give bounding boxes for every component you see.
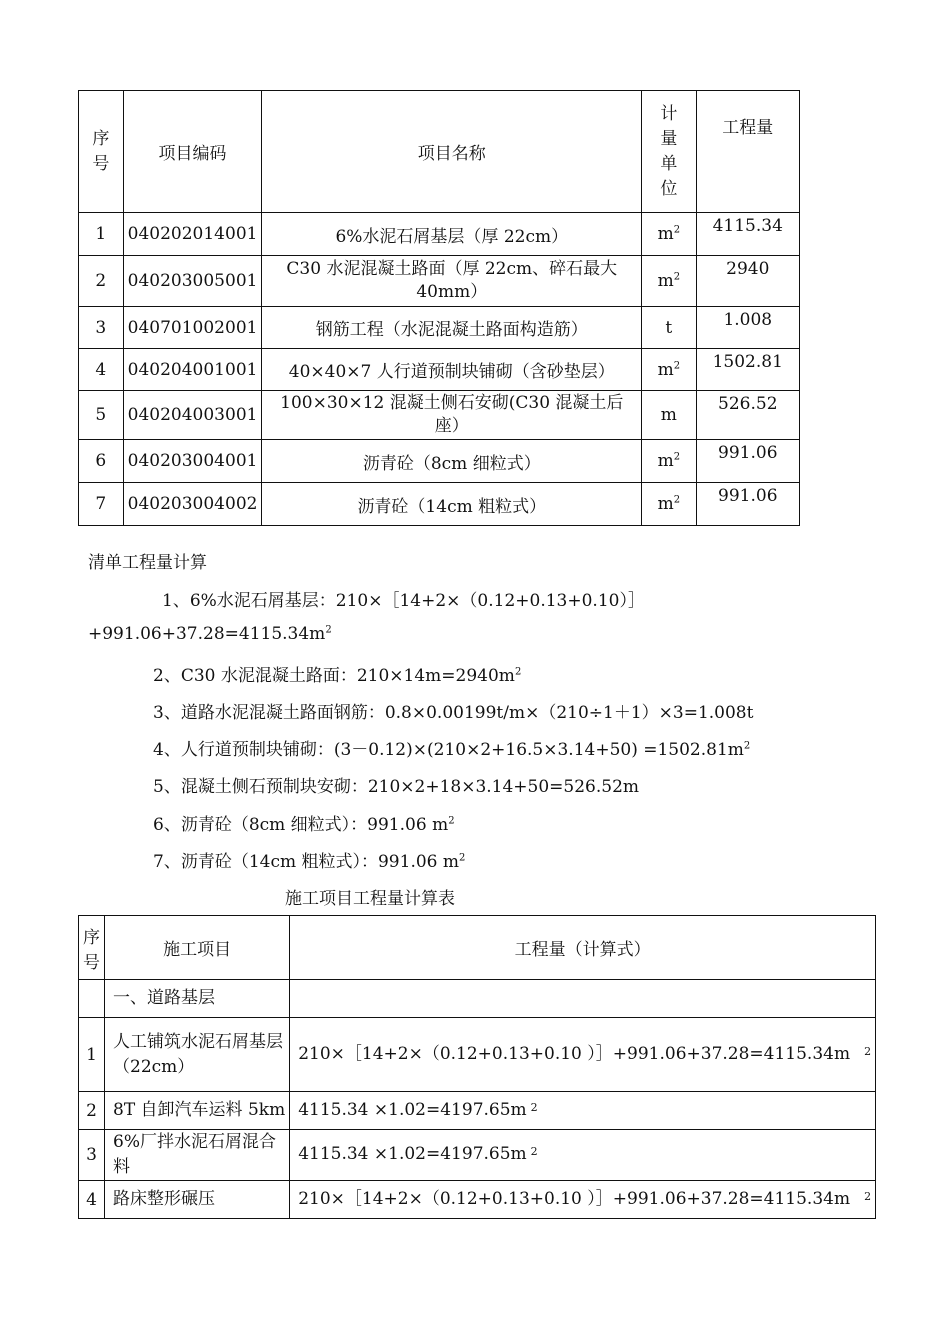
row-qty: 2940 bbox=[696, 256, 799, 307]
row-item: 路床整形碾压 bbox=[105, 1181, 290, 1219]
row-seq: 2 bbox=[79, 1092, 105, 1130]
row-unit: $m^2$ bbox=[642, 349, 696, 391]
row-qty: 1.008 bbox=[696, 307, 799, 349]
row-unit: $m^2$ bbox=[642, 213, 696, 256]
row-seq: 2 bbox=[79, 256, 124, 307]
row-code: 040204001001 bbox=[123, 349, 262, 391]
row-unit: m bbox=[642, 391, 696, 440]
row-qty: 4115.34 bbox=[696, 213, 799, 256]
table-row bbox=[79, 1092, 876, 1130]
row-seq: 5 bbox=[79, 391, 124, 440]
table-row bbox=[79, 256, 800, 307]
table-row bbox=[79, 391, 800, 440]
calc-line-7: 7、沥青砼（14cm 粗粒式）：991.06 $m^2$ bbox=[153, 852, 466, 872]
row-unit: $m^2$ bbox=[642, 483, 696, 526]
bill-of-quantities-table bbox=[78, 90, 800, 526]
row-code: 040204003001 bbox=[123, 391, 262, 440]
table-row bbox=[79, 307, 800, 349]
calc-line-6: 6、沥青砼（8cm 细粒式）：991.06 $m^2$ bbox=[153, 815, 455, 835]
row-name: 钢筋工程（水泥混凝土路面构造筋） bbox=[262, 307, 642, 349]
section-formula bbox=[290, 980, 876, 1018]
row-name: C30 水泥混凝土路面（厚 22cm、碎石最大 40mm） bbox=[262, 256, 642, 307]
row-qty: 1502.81 bbox=[696, 349, 799, 391]
row-name: 6%水泥石屑基层（厚 22cm） bbox=[262, 213, 642, 256]
section-row bbox=[79, 980, 876, 1018]
row-seq: 6 bbox=[79, 440, 124, 483]
row-seq: 1 bbox=[79, 1018, 105, 1092]
row-name: 沥青砼（8cm 细粒式） bbox=[262, 440, 642, 483]
row-code: 040701002001 bbox=[123, 307, 262, 349]
row-code: 040203004002 bbox=[123, 483, 262, 526]
construction-quantity-table bbox=[78, 915, 876, 1219]
row-formula: 4115.34 ×1.02=4197.65m $^2$ bbox=[290, 1092, 876, 1130]
calc-line-4: 4、人行道预制块铺砌：$(3-0.12)\times(210\times 2+16.5\times 3.14+50) =1502.81m^2$ bbox=[153, 740, 751, 760]
row-item: 6%厂拌水泥石屑混合料 bbox=[105, 1130, 290, 1181]
header-seq: 序号 bbox=[79, 91, 124, 213]
section-seq bbox=[79, 980, 105, 1018]
calc-line-1b: $+991.06+37.28=4115.34m^2$ bbox=[88, 624, 332, 644]
header-qty: 工程量 bbox=[696, 91, 799, 213]
header-code: 项目编码 bbox=[123, 91, 262, 213]
row-code: 040202014001 bbox=[123, 213, 262, 256]
calc-line-1: 1、6%水泥石屑基层：210×［14+2×（0.12+0.13+0.10）］ bbox=[162, 591, 645, 611]
header-formula: 工程量（计算式） bbox=[290, 916, 876, 980]
table-row bbox=[79, 440, 800, 483]
calc-title: 清单工程量计算 bbox=[88, 553, 207, 573]
header-item: 施工项目 bbox=[105, 916, 290, 980]
row-unit: $m^2$ bbox=[642, 440, 696, 483]
table-row bbox=[79, 483, 800, 526]
row-qty: 526.52 bbox=[696, 391, 799, 440]
row-code: 040203005001 bbox=[123, 256, 262, 307]
table-row bbox=[79, 1130, 876, 1181]
row-formula: 4115.34 ×1.02=4197.65m $^2$ bbox=[290, 1130, 876, 1181]
row-seq: 3 bbox=[79, 307, 124, 349]
row-qty: 991.06 bbox=[696, 483, 799, 526]
row-formula: 210×［14+2×（0.12+0.13+0.10 ）］+991.06+37.28=4115.34m $^2$ bbox=[290, 1018, 876, 1092]
row-item: 人工铺筑水泥石屑基层（22cm） bbox=[105, 1018, 290, 1092]
row-unit: t bbox=[642, 307, 696, 349]
calc-line-3: 3、道路水泥混凝土路面钢筋：0.8×0.00199t/m×（210÷1＋1）×3=1.008t bbox=[153, 703, 754, 723]
row-seq: 7 bbox=[79, 483, 124, 526]
row-item: 8T 自卸汽车运料 5km bbox=[105, 1092, 290, 1130]
table-header-row bbox=[79, 916, 876, 980]
table-header-row bbox=[79, 91, 800, 213]
row-seq: 4 bbox=[79, 1181, 105, 1219]
header-unit: 计量单位 bbox=[642, 91, 696, 213]
row-name: 40×40×7 人行道预制块铺砌（含砂垫层） bbox=[262, 349, 642, 391]
row-name: 沥青砼（14cm 粗粒式） bbox=[262, 483, 642, 526]
row-seq: 3 bbox=[79, 1130, 105, 1181]
calc-line-5: 5、混凝土侧石预制块安砌：210×2+18×3.14+50=526.52m bbox=[153, 777, 640, 797]
header-seq: 序号 bbox=[79, 916, 105, 980]
table-row bbox=[79, 1018, 876, 1092]
table2-title: 施工项目工程量计算表 bbox=[285, 889, 455, 909]
table-row bbox=[79, 349, 800, 391]
row-code: 040203004001 bbox=[123, 440, 262, 483]
row-seq: 4 bbox=[79, 349, 124, 391]
row-qty: 991.06 bbox=[696, 440, 799, 483]
section-label: 一、道路基层 bbox=[105, 980, 290, 1018]
calc-line-2: 2、C30 水泥混凝土路面：$210\times 14m=2940m^2$ bbox=[153, 666, 522, 686]
row-seq: 1 bbox=[79, 213, 124, 256]
table-row bbox=[79, 1181, 876, 1219]
row-unit: $m^2$ bbox=[642, 256, 696, 307]
header-name: 项目名称 bbox=[262, 91, 642, 213]
row-formula: 210×［14+2×（0.12+0.13+0.10 ）］+991.06+37.28=4115.34m $^2$ bbox=[290, 1181, 876, 1219]
row-name: 100×30×12 混凝土侧石安砌(C30 混凝土后座） bbox=[262, 391, 642, 440]
table-row bbox=[79, 213, 800, 256]
